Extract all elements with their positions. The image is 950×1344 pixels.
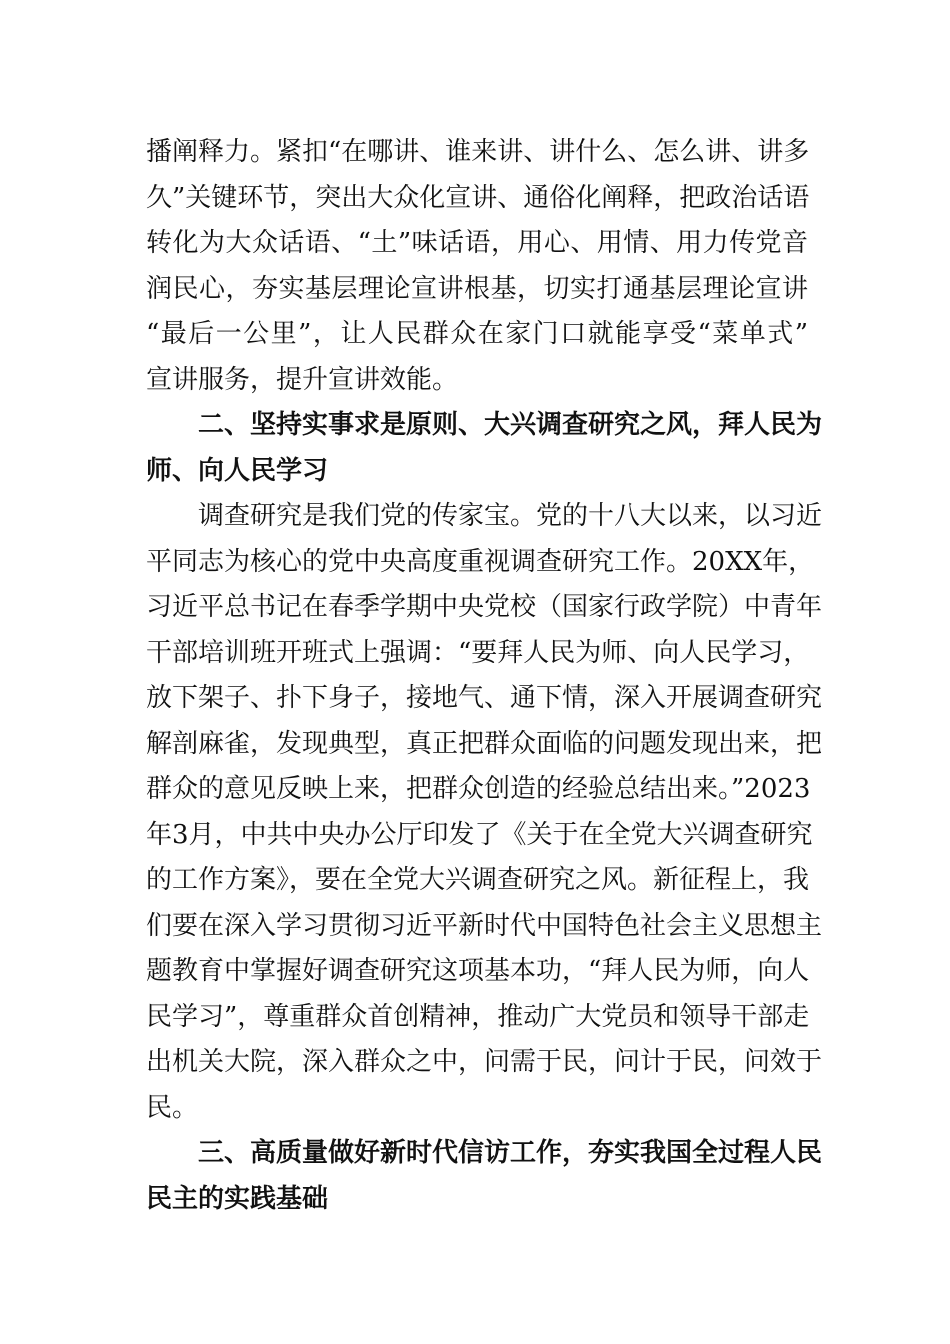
paragraph-investigation — [146, 494, 823, 1131]
text-line: “最后一公里”，让人民群众在家门口就能享受“菜单式” — [146, 319, 808, 349]
text-line: 宣讲服务，提升宣讲效能。 — [146, 364, 459, 395]
heading-line: 三、高质量做好新时代信访工作，夯实我国全过程人民 — [198, 1138, 823, 1168]
document-page — [146, 130, 823, 1222]
text-line: 播阐释力。紧扣“在哪讲、谁来讲、讲什么、怎么讲、讲多 — [146, 137, 810, 167]
text-line: 题教育中掌握好调查研究这项基本功，“拜人民为师，向人 — [146, 956, 810, 986]
text-line: 民学习”，尊重群众首创精神，推动广大党员和领导干部走 — [146, 1001, 810, 1032]
text-line: 平同志为核心的党中央高度重视调查研究工作。20XX年， — [146, 546, 815, 577]
text-line: 润民心，夯实基层理论宣讲根基，切实打通基层理论宣讲 — [146, 273, 808, 304]
text-line: 放下架子、扑下身子，接地气、通下情，深入开展调查研究 — [146, 683, 823, 713]
heading-line: 二、坚持实事求是原则、大兴调查研究之风，拜人民为 — [198, 410, 823, 440]
text-line: 习近平总书记在春季学期中央党校（国家行政学院）中青年 — [146, 592, 823, 622]
text-line: 年3月，中共中央办公厅印发了《关于在全党大兴调查研究 — [146, 819, 813, 850]
section-heading-2 — [146, 403, 823, 494]
text-line: 调查研究是我们党的传家宝。党的十八大以来，以习近 — [198, 501, 823, 531]
text-line: 民。 — [146, 1092, 199, 1123]
text-line: 久”关键环节，突出大众化宣讲、通俗化阐释，把政治话语 — [146, 182, 810, 213]
heading-line: 师、向人民学习 — [146, 455, 329, 486]
text-line: 干部培训班开班式上强调：“要拜人民为师、向人民学习， — [146, 637, 810, 668]
text-line: 群众的意见反映上来，把群众创造的经验总结出来。”2023 — [146, 774, 811, 804]
paragraph-propaganda — [146, 130, 808, 403]
text-line: 转化为大众话语、“土”味话语，用心、用情、用力传党音 — [146, 228, 808, 258]
text-line: 出机关大院，深入群众之中，问需于民，问计于民，问效于 — [146, 1047, 823, 1077]
text-line: 们要在深入学习贯彻习近平新时代中国特色社会主义思想主 — [146, 910, 823, 941]
text-line: 解剖麻雀，发现典型，真正把群众面临的问题发现出来，把 — [146, 728, 823, 759]
section-heading-3 — [146, 1131, 823, 1222]
heading-line: 民主的实践基础 — [146, 1183, 329, 1214]
text-line: 的工作方案》，要在全党大兴调查研究之风。新征程上，我 — [146, 865, 810, 895]
